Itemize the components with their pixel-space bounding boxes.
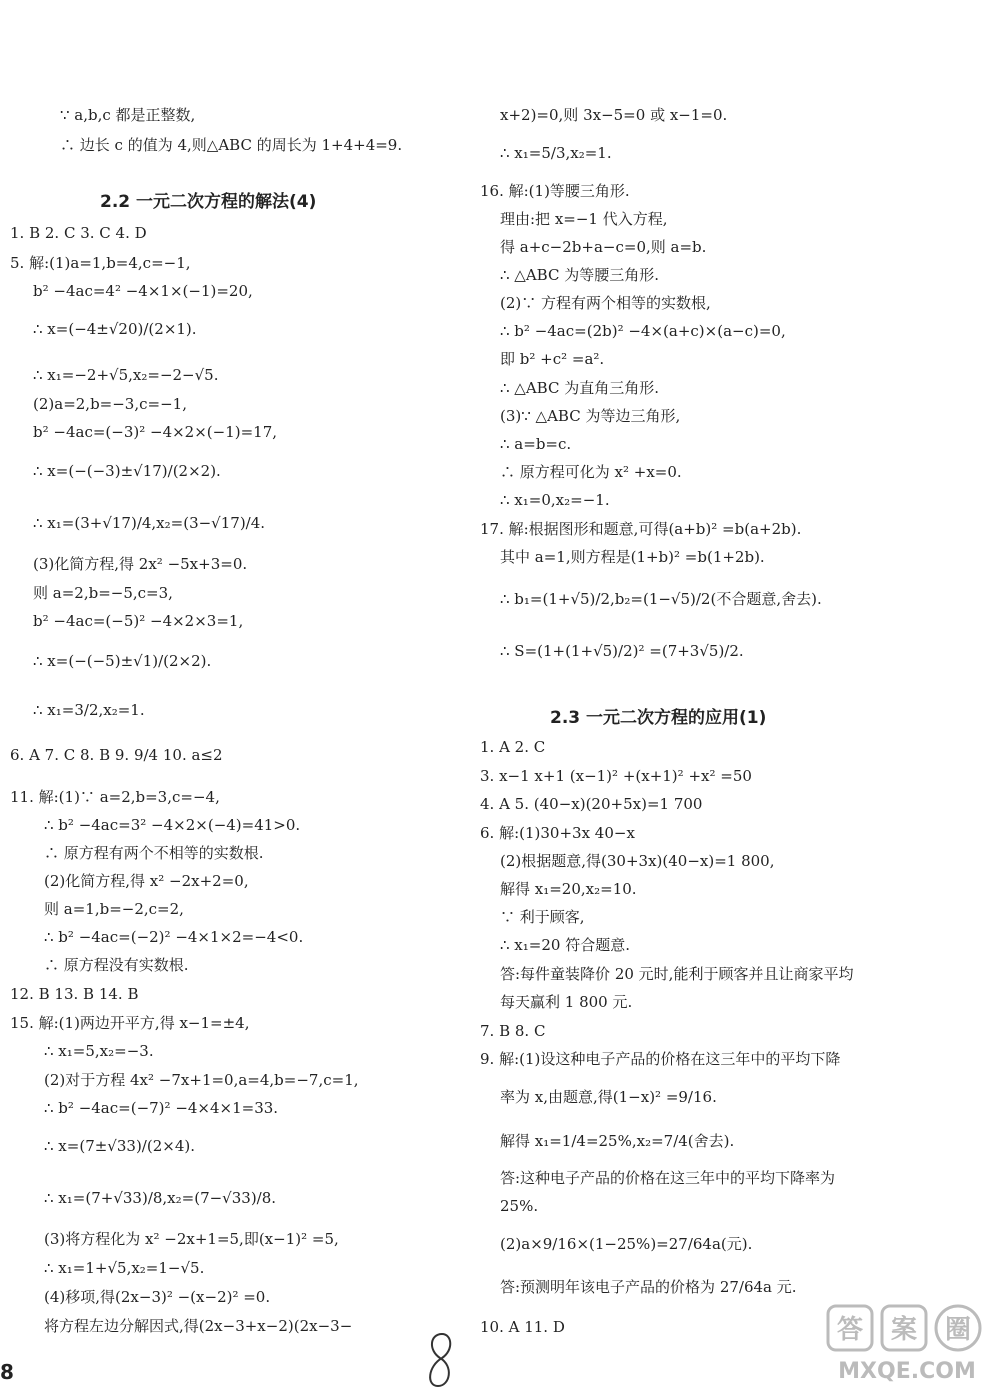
text-line: 则 a=2,b=−5,c=3, — [33, 584, 173, 602]
watermark-logo-icon — [822, 1300, 992, 1385]
text-line: ∴ b² −4ac=(2b)² −4×(a+c)×(a−c)=0, — [500, 322, 786, 340]
text-line: 17. 解:根据图形和题意,可得(a+b)² =b(a+2b). — [480, 520, 802, 538]
text-line: 10. A 11. D — [480, 1318, 565, 1336]
text-line: ∴ b² −4ac=(−7)² −4×4×1=33. — [44, 1099, 279, 1117]
text-line: ∴ x=(−4±√20)/(2×1). — [33, 320, 197, 338]
text-line: ∴ S=(1+(1+√5)/2)² =(7+3√5)/2. — [500, 642, 744, 660]
text-line: 将方程左边分解因式,得(2x−3+x−2)(2x−3− — [44, 1317, 353, 1335]
text-line: 5. 解:(1)a=1,b=4,c=−1, — [10, 254, 191, 272]
text-line: 得 a+c−2b+a−c=0,则 a=b. — [500, 238, 707, 256]
text-line: 15. 解:(1)两边开平方,得 x−1=±4, — [10, 1014, 250, 1032]
text-line: 即 b² +c² =a². — [500, 350, 605, 368]
text-line: ∵ 利于顾客, — [500, 908, 585, 926]
text-line: ∴ x₁=(3+√17)/4,x₂=(3−√17)/4. — [33, 514, 266, 532]
svg-text:答: 答 — [836, 1315, 864, 1345]
text-line: ∴ x=(−(−5)±√1)/(2×2). — [33, 652, 212, 670]
text-line: 理由:把 x=−1 代入方程, — [500, 210, 668, 228]
text-line: 25%. — [500, 1197, 539, 1215]
text-line: (2)a×9/16×(1−25%)=27/64a(元). — [500, 1235, 753, 1253]
text-line: 6. 解:(1)30+3x 40−x — [480, 824, 635, 842]
text-line: 9. 解:(1)设这种电子产品的价格在这三年中的平均下降 — [480, 1050, 841, 1068]
text-line: 1. A 2. C — [480, 738, 546, 756]
text-line: ∴ △ABC 为直角三角形. — [500, 379, 659, 397]
text-line: (2)根据题意,得(30+3x)(40−x)=1 800, — [500, 852, 775, 870]
text-line: 解得 x₁=1/4=25%,x₂=7/4(舍去). — [500, 1132, 735, 1150]
text-line: 16. 解:(1)等腰三角形. — [480, 182, 630, 200]
text-line: 答:这种电子产品的价格在这三年中的平均下降率为 — [500, 1169, 836, 1187]
text-line: ∴ x₁=5/3,x₂=1. — [500, 144, 612, 162]
text-line: 答:每件童装降价 20 元时,能利于顾客并且让商家平均 — [500, 965, 854, 983]
text-line: (2)a=2,b=−3,c=−1, — [33, 395, 187, 413]
text-line: ∴ x₁=0,x₂=−1. — [500, 491, 610, 509]
svg-text:圈: 圈 — [944, 1315, 972, 1345]
text-line: ∴ 原方程可化为 x² +x=0. — [500, 463, 682, 481]
text-line: ∴ b² −4ac=3² −4×2×(−4)=41>0. — [44, 816, 301, 834]
text-line: x+2)=0,则 3x−5=0 或 x−1=0. — [500, 106, 728, 124]
text-line: 12. B 13. B 14. B — [10, 985, 139, 1003]
text-line: ∴ b₁=(1+√5)/2,b₂=(1−√5)/2(不合题意,舍去). — [500, 590, 822, 608]
svg-text:案: 案 — [890, 1315, 918, 1345]
text-line: 其中 a=1,则方程是(1+b)² =b(1+2b). — [500, 548, 765, 566]
text-line: (2)化简方程,得 x² −2x+2=0, — [44, 872, 249, 890]
text-line: ∴ x₁=20 符合题意. — [500, 936, 630, 954]
text-line: ∴ △ABC 为等腰三角形. — [500, 266, 659, 284]
text-line: 4. A 5. (40−x)(20+5x)=1 700 — [480, 795, 703, 813]
text-line: (2)∵ 方程有两个相等的实数根, — [500, 294, 711, 312]
text-line: (3)将方程化为 x² −2x+1=5,即(x−1)² =5, — [44, 1230, 339, 1248]
text-line: 答:预测明年该电子产品的价格为 27/64a 元. — [500, 1278, 797, 1296]
section-title: 2.3 一元二次方程的应用(1) — [550, 708, 767, 728]
handwritten-mark-icon — [420, 1330, 460, 1390]
text-line: (4)移项,得(2x−3)² −(x−2)² =0. — [44, 1288, 271, 1306]
text-line: ∴ x=(7±√33)/(2×4). — [44, 1137, 195, 1155]
text-line: 每天赢利 1 800 元. — [500, 993, 633, 1011]
text-line: ∴ x=(−(−3)±√17)/(2×2). — [33, 462, 221, 480]
text-line: ∴ x₁=(7+√33)/8,x₂=(7−√33)/8. — [44, 1189, 277, 1207]
text-line: 7. B 8. C — [480, 1022, 546, 1040]
text-line: ∴ 边长 c 的值为 4,则△ABC 的周长为 1+4+4=9. — [60, 136, 403, 154]
text-line: 率为 x,由题意,得(1−x)² =9/16. — [500, 1088, 717, 1106]
text-line: (3)化简方程,得 2x² −5x+3=0. — [33, 555, 248, 573]
svg-text:MXQE.COM: MXQE.COM — [838, 1359, 976, 1384]
text-line: ∵ a,b,c 都是正整数, — [60, 106, 196, 124]
text-line: 解得 x₁=20,x₂=10. — [500, 880, 637, 898]
text-line: b² −4ac=(−3)² −4×2×(−1)=17, — [33, 423, 278, 441]
text-line: 11. 解:(1)∵ a=2,b=3,c=−4, — [10, 788, 220, 806]
text-line: 则 a=1,b=−2,c=2, — [44, 900, 184, 918]
text-line: b² −4ac=4² −4×1×(−1)=20, — [33, 282, 253, 300]
text-line: ∴ b² −4ac=(−2)² −4×1×2=−4<0. — [44, 928, 304, 946]
section-title: 2.2 一元二次方程的解法(4) — [100, 192, 317, 212]
text-line: (3)∵ △ABC 为等边三角形, — [500, 407, 681, 425]
text-line: b² −4ac=(−5)² −4×2×3=1, — [33, 612, 244, 630]
text-line: ∴ 原方程有两个不相等的实数根. — [44, 844, 264, 862]
text-line: ∴ a=b=c. — [500, 435, 572, 453]
text-line: ∴ x₁=3/2,x₂=1. — [33, 701, 145, 719]
text-line: ∴ x₁=1+√5,x₂=1−√5. — [44, 1259, 205, 1277]
text-line: 3. x−1 x+1 (x−1)² +(x+1)² +x² =50 — [480, 767, 752, 785]
text-line: ∴ x₁=5,x₂=−3. — [44, 1042, 154, 1060]
text-line: ∴ x₁=−2+√5,x₂=−2−√5. — [33, 366, 219, 384]
text-line: ∴ 原方程没有实数根. — [44, 956, 189, 974]
page-number: 8 — [0, 1360, 14, 1384]
text-line: (2)对于方程 4x² −7x+1=0,a=4,b=−7,c=1, — [44, 1071, 359, 1089]
text-line: 6. A 7. C 8. B 9. 9/4 10. a≤2 — [10, 746, 223, 764]
text-line: 1. B 2. C 3. C 4. D — [10, 224, 147, 242]
